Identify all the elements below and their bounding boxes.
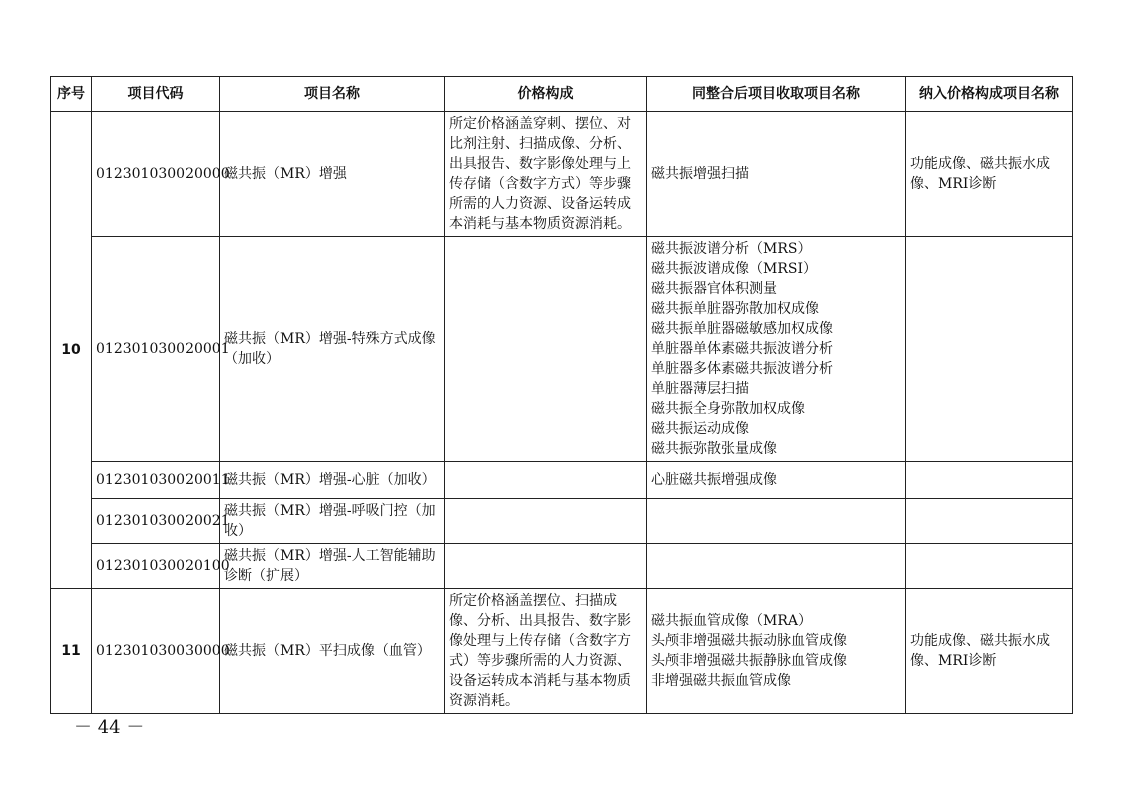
table-row — [51, 112, 1073, 237]
composition-cell: 所定价格涵盖穿刺、摆位、对比剂注射、扫描成像、分析、出具报告、数字影像处理与上传存储（含数字方式）等步骤所需的人力资源、设备运转成本消耗与基本物质资源消耗。 — [445, 112, 647, 237]
composition-cell — [445, 462, 647, 499]
code-cell: 012301030020001 — [92, 237, 220, 462]
merged-cell: 磁共振血管成像（MRA） 头颅非增强磁共振动脉血管成像 头颅非增强磁共振静脉血管成像 非增强磁共振血管成像 — [647, 589, 906, 714]
name-cell: 磁共振（MR）增强-呼吸门控（加收） — [220, 499, 445, 544]
table-header-row — [51, 77, 1073, 112]
header-seq: 序号 — [51, 77, 92, 112]
merged-cell — [647, 499, 906, 544]
table-row — [51, 499, 1073, 544]
name-cell: 磁共振（MR）平扫成像（血管） — [220, 589, 445, 714]
header-composition: 价格构成 — [445, 77, 647, 112]
composition-cell — [445, 237, 647, 462]
included-cell: 功能成像、磁共振水成像、MRI诊断 — [906, 589, 1073, 714]
composition-cell — [445, 544, 647, 589]
code-cell: 012301030020011 — [92, 462, 220, 499]
code-cell: 012301030020021 — [92, 499, 220, 544]
table-row — [51, 462, 1073, 499]
name-cell: 磁共振（MR）增强-心脏（加收） — [220, 462, 445, 499]
name-cell: 磁共振（MR）增强 — [220, 112, 445, 237]
included-cell: 功能成像、磁共振水成像、MRI诊断 — [906, 112, 1073, 237]
included-cell — [906, 544, 1073, 589]
merged-cell: 磁共振波谱分析（MRS） 磁共振波谱成像（MRSI） 磁共振器官体积测量 磁共振单脏器弥散加权成像 磁共振单脏器磁敏感加权成像 单脏器单体素磁共振波谱分析 单脏器多体素磁共振波谱分析 单脏器薄层扫描 磁共振全身弥散加权成像 磁共振运动成像 磁共振弥散张量成像 — [647, 237, 906, 462]
page-number: － 44 － — [74, 717, 145, 738]
merged-cell: 磁共振增强扫描 — [647, 112, 906, 237]
seq-cell: 10 — [51, 112, 92, 589]
name-cell: 磁共振（MR）增强-人工智能辅助诊断（扩展） — [220, 544, 445, 589]
table-row — [51, 589, 1073, 714]
header-code: 项目代码 — [92, 77, 220, 112]
included-cell — [906, 462, 1073, 499]
merged-cell: 心脏磁共振增强成像 — [647, 462, 906, 499]
seq-cell: 11 — [51, 589, 92, 714]
header-included: 纳入价格构成项目名称 — [906, 77, 1073, 112]
table-row — [51, 544, 1073, 589]
table-row — [51, 237, 1073, 462]
header-name: 项目名称 — [220, 77, 445, 112]
name-cell: 磁共振（MR）增强-特殊方式成像（加收） — [220, 237, 445, 462]
code-cell: 012301030030000 — [92, 589, 220, 714]
composition-cell: 所定价格涵盖摆位、扫描成像、分析、出具报告、数字影像处理与上传存储（含数字方式）等步骤所需的人力资源、设备运转成本消耗与基本物质资源消耗。 — [445, 589, 647, 714]
code-cell: 012301030020000 — [92, 112, 220, 237]
price-table — [50, 76, 1073, 714]
merged-cell — [647, 544, 906, 589]
header-merged: 同整合后项目收取项目名称 — [647, 77, 906, 112]
included-cell — [906, 237, 1073, 462]
code-cell: 012301030020100 — [92, 544, 220, 589]
composition-cell — [445, 499, 647, 544]
included-cell — [906, 499, 1073, 544]
